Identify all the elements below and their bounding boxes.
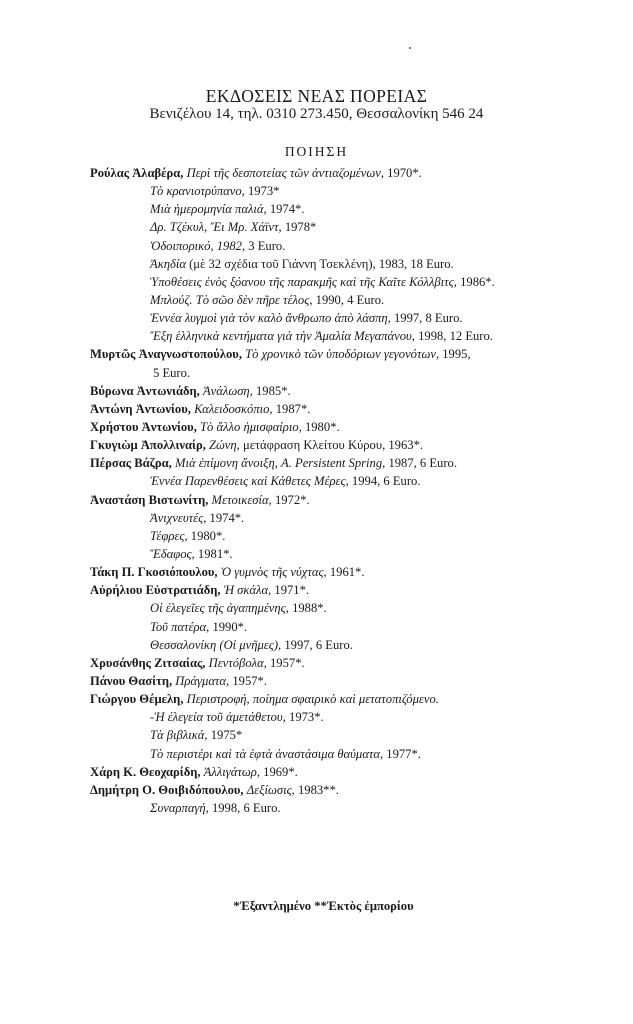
entry-details: 1986*.	[460, 274, 495, 289]
entry-title: Ἀνάλωση,	[202, 383, 253, 398]
entry-author: Ἀντώνη Ἀντωνίου,	[90, 401, 191, 416]
book-entry	[90, 382, 610, 400]
book-entry	[90, 327, 610, 345]
entry-details: 1981*.	[197, 546, 233, 561]
entry-title: Οἱ ἐλεγεῖες τῆς ἀγαπημένης,	[150, 601, 289, 616]
entry-title: Τὸ ἄλλο ἡμισφαίριο,	[200, 419, 302, 434]
book-entry	[90, 618, 610, 636]
entry-details: 1973*.	[289, 710, 324, 725]
entry-details: 1998, 12 Euro.	[418, 329, 493, 344]
book-entry	[90, 364, 610, 382]
entry-title: Ἔξη ἑλληνικὰ κεντήματα γιὰ τὴν Ἀμαλία Μεγαπάνου,	[150, 329, 415, 344]
book-entry	[90, 763, 610, 781]
entry-author: Δημήτρη Ο. Θοιβιδόπουλου,	[90, 782, 244, 797]
entry-title: Ἡ σκάλα,	[223, 583, 272, 598]
entry-details: 1957*.	[270, 655, 305, 670]
entry-details: 1985*.	[256, 383, 291, 398]
book-entry	[90, 472, 610, 490]
entry-title: Τοῦ πατέρα,	[150, 619, 210, 634]
book-entry	[90, 200, 610, 218]
publisher-name: ΕΚΔΟΣΕΙΣ ΝΕΑΣ ΠΟΡΕΙΑΣ	[205, 86, 428, 106]
entry-title: -Ἡ ἐλεγεία τοῦ ἀμετάθετου,	[150, 710, 286, 725]
footnote-legend: *Ἐξαντλημένο **Ἐκτὸς ἐμπορίου	[233, 899, 414, 913]
entry-details: 1990, 4 Euro.	[315, 292, 385, 307]
book-entry	[90, 708, 610, 726]
entry-details: 1980*.	[190, 528, 226, 543]
book-entry	[90, 527, 610, 545]
book-entry	[90, 418, 610, 436]
entry-title: Πράγματα,	[175, 673, 230, 688]
book-entry	[90, 599, 610, 617]
book-entry	[90, 400, 610, 418]
book-entry	[90, 218, 610, 236]
entry-title: Δεξίωσις,	[246, 782, 295, 797]
book-entry	[90, 182, 610, 200]
entry-author: Γιώργου Θέμελη,	[90, 692, 184, 707]
entry-author: Χρυσάνθης Ζιτσαίας,	[90, 655, 206, 670]
book-entry	[90, 291, 610, 309]
book-entry	[90, 563, 610, 581]
book-entry	[90, 436, 610, 454]
book-entry	[90, 164, 610, 182]
book-entry	[90, 509, 610, 527]
entry-author: Μυρτῶς Ἀναγνωστοπούλου,	[90, 347, 242, 362]
entry-author: Πέρσας Βάζρα,	[90, 456, 172, 471]
entry-details: 3 Euro.	[248, 238, 286, 253]
entry-details: 1995,	[442, 347, 471, 362]
entry-author: Χρήστου Ἀντωνίου,	[90, 419, 197, 434]
entry-title: Τὰ βιβλικά,	[150, 728, 208, 743]
publisher-address: Βενιζέλου 14, τηλ. 0310 273.450, Θεσσαλονίκη 546 24	[149, 106, 484, 122]
entry-title: Μιὰ ἡμερομηνία παλιά,	[150, 202, 267, 217]
print-speck	[409, 47, 411, 49]
book-entry	[90, 454, 610, 472]
entry-title: Ἔδαφος,	[150, 546, 195, 561]
book-entry	[90, 309, 610, 327]
entry-details: 1998, 6 Euro.	[211, 800, 281, 815]
entry-title: Ἀκηδία	[150, 256, 186, 271]
entry-details: 1974*.	[209, 510, 245, 525]
entry-details: 1973*	[247, 184, 280, 199]
entry-title: Θεσσαλονίκη (Οἱ μνῆμες),	[150, 637, 282, 652]
book-entry	[90, 672, 610, 690]
section-title: ΠΟΙΗΣΗ	[284, 144, 349, 159]
entry-details: 1997, 8 Euro.	[393, 311, 463, 326]
entry-details: 1990*.	[212, 619, 248, 634]
book-entry	[90, 345, 610, 363]
entry-details: 1978*	[284, 220, 317, 235]
entry-details: 1987*.	[275, 401, 311, 416]
book-entry	[90, 237, 610, 255]
entry-details: 1983**.	[297, 782, 339, 797]
entry-author: Αὐρήλιου Εὐστρατιάδη,	[90, 583, 221, 598]
book-entry	[90, 273, 610, 291]
entry-details: 1971*.	[274, 583, 310, 598]
entry-details: 1975*	[210, 728, 243, 743]
book-entry	[90, 636, 610, 654]
entry-title: Ἀνιχνευτές,	[150, 510, 207, 525]
entry-title: Ὁδοιπορικό, 1982,	[150, 238, 246, 253]
entry-details: 1977*.	[386, 746, 421, 761]
entry-title: Ἐννέα λυγμοὶ γιὰ τὸν καλὸ ἄνθρωπο ἀπὸ λάσπη,	[150, 311, 391, 326]
entry-title: Τὸ χρονικὸ τῶν ὑποδόριων γεγονότων,	[245, 347, 440, 362]
entry-details: 1961*.	[329, 565, 365, 580]
book-entry	[90, 799, 610, 817]
book-entry	[90, 690, 610, 708]
entry-details: 1987, 6 Euro.	[388, 456, 457, 471]
entry-title: Περιστροφή, ποίημα σφαιρικὸ καὶ μετατοπιζόμενο.	[186, 692, 439, 707]
book-entry	[90, 781, 610, 799]
entry-title: Δρ. Τζέκυλ, Ἔι Μρ. Χάϊντ,	[150, 220, 282, 235]
book-entry	[90, 745, 610, 763]
book-entry	[90, 726, 610, 744]
entry-title: Περὶ τῆς δεσποτείας τῶν ἀντιαζομένων,	[186, 166, 384, 180]
entry-title: Ὑποθέσεις ἑνὸς ξόανου τῆς παρακμῆς καὶ τῆς Καῖτε Κόλλβιτς,	[150, 274, 457, 289]
entry-details: 1974*.	[269, 202, 305, 217]
entry-author: Πάνου Θασίτη,	[90, 673, 173, 688]
entry-author: Τάκη Π. Γκοσιόπουλου,	[90, 565, 218, 580]
entry-author: Γκυγιὼμ Ἀπολλιναίρ,	[90, 438, 206, 453]
entry-details: 1980*.	[304, 419, 340, 434]
entry-details: 5 Euro.	[153, 365, 191, 380]
book-entry	[90, 545, 610, 563]
entry-author: Χάρη Κ. Θεοχαρίδη,	[90, 764, 201, 779]
entry-title: Τὸ περιστέρι καὶ τὰ ἑφτὰ ἀναστάσιμα θαύματα,	[150, 746, 384, 761]
entry-title: Τέφρες,	[150, 528, 188, 543]
entry-details: 1994, 6 Euro.	[351, 474, 421, 489]
entry-title: Καλειδοσκόπιο,	[194, 401, 273, 416]
entry-details: 1997, 6 Euro.	[284, 637, 353, 652]
book-entry	[90, 654, 610, 672]
book-list	[90, 164, 610, 817]
entry-title: Ἐννέα Παρενθέσεις καὶ Κάθετες Μέρες,	[150, 474, 349, 489]
entry-title: Μιὰ ἐπίμονη ἄνοιξη, A. Persistent Spring,	[174, 456, 386, 471]
entry-details: 1970*.	[387, 166, 422, 180]
entry-title: Ζώνη,	[209, 438, 240, 453]
entry-title: Ἀλλιγάτωρ,	[203, 764, 260, 779]
entry-title: Πεντόβολα,	[208, 655, 267, 670]
entry-title: Μετοικεσία,	[211, 492, 272, 507]
entry-author: Ρούλας Ἀλαβέρα,	[90, 166, 184, 180]
entry-author: Ἀναστάση Βιστωνίτη,	[90, 492, 209, 507]
entry-details: 1957*.	[232, 673, 267, 688]
entry-title: Τὸ κρανιοτρύπανο,	[150, 184, 245, 199]
book-entry	[90, 581, 610, 599]
entry-details: 1972*.	[274, 492, 310, 507]
entry-details: 1969*.	[263, 764, 298, 779]
book-entry	[90, 255, 610, 273]
entry-author: Βύρωνα Ἀντωνιάδη,	[90, 383, 200, 398]
entry-details: μετάφραση Κλείτου Κύρου, 1963*.	[242, 438, 424, 453]
entry-details: (μὲ 32 σχέδια τοῦ Γιάννη Τσεκλένη), 1983, 18 Euro.	[189, 256, 454, 271]
entry-details: 1988*.	[292, 601, 327, 616]
entry-title: Συναρπαγή,	[150, 800, 209, 815]
entry-title: Μπλούζ. Τὸ σῶο δὲν πῆρε τέλος,	[150, 292, 313, 307]
book-entry	[90, 491, 610, 509]
entry-title: Ὁ γυμνὸς τῆς νύχτας,	[220, 565, 327, 580]
